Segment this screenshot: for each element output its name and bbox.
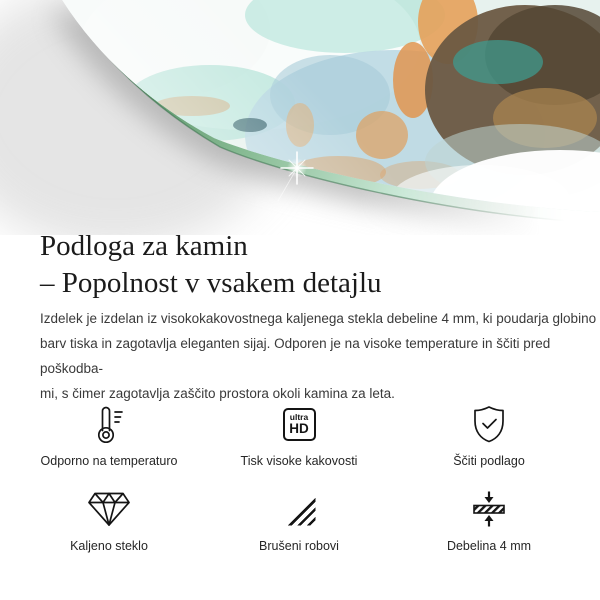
ultra-hd-text-bottom: HD: [289, 421, 309, 436]
feature-protection: [394, 403, 584, 468]
feature-label: Brušeni robovi: [259, 539, 339, 553]
description-line: barv tiska in zagotavlja eleganten sijaj. Odporen je na visoke temperature in ščiti pred poškodba-: [40, 336, 551, 376]
feature-label: Tisk visoke kakovosti: [240, 454, 358, 468]
polished-edges-icon: [283, 488, 316, 530]
feature-label: Kaljeno steklo: [70, 539, 148, 553]
glass-disc-illustration: [0, 0, 600, 235]
feature-label: Ščiti podlago: [453, 454, 525, 468]
feature-polished-edges: [204, 488, 394, 553]
feature-grid: [14, 403, 584, 553]
description-line: Izdelek je izdelan iz visokokakovostnega kaljenega stekla debeline 4 mm, ki poudarja globino: [40, 311, 597, 326]
thermometer-icon: [94, 403, 124, 445]
feature-tempered-glass: [14, 488, 204, 553]
feature-label: Odporno na temperaturo: [40, 454, 178, 468]
product-description: [40, 306, 600, 406]
thickness-icon: [471, 488, 507, 530]
feature-temperature: [14, 403, 204, 468]
ultra-hd-icon: [283, 403, 316, 445]
shield-check-icon: [470, 403, 508, 445]
description-line: mi, s čimer zagotavlja zaščito prostora okoli kamina za leta.: [40, 386, 395, 401]
product-photo: [0, 0, 600, 235]
page-title: [40, 228, 382, 302]
ultra-hd-text-top: ultra: [289, 412, 309, 422]
feature-print-quality: [204, 403, 394, 468]
page-title-line1: Podloga za kamin: [40, 230, 248, 262]
feature-label: Debelina 4 mm: [446, 539, 532, 553]
diamond-icon: [87, 488, 131, 530]
page-title-line2: – Popolnost v vsakem detajlu: [40, 267, 382, 299]
feature-thickness: [394, 488, 584, 553]
